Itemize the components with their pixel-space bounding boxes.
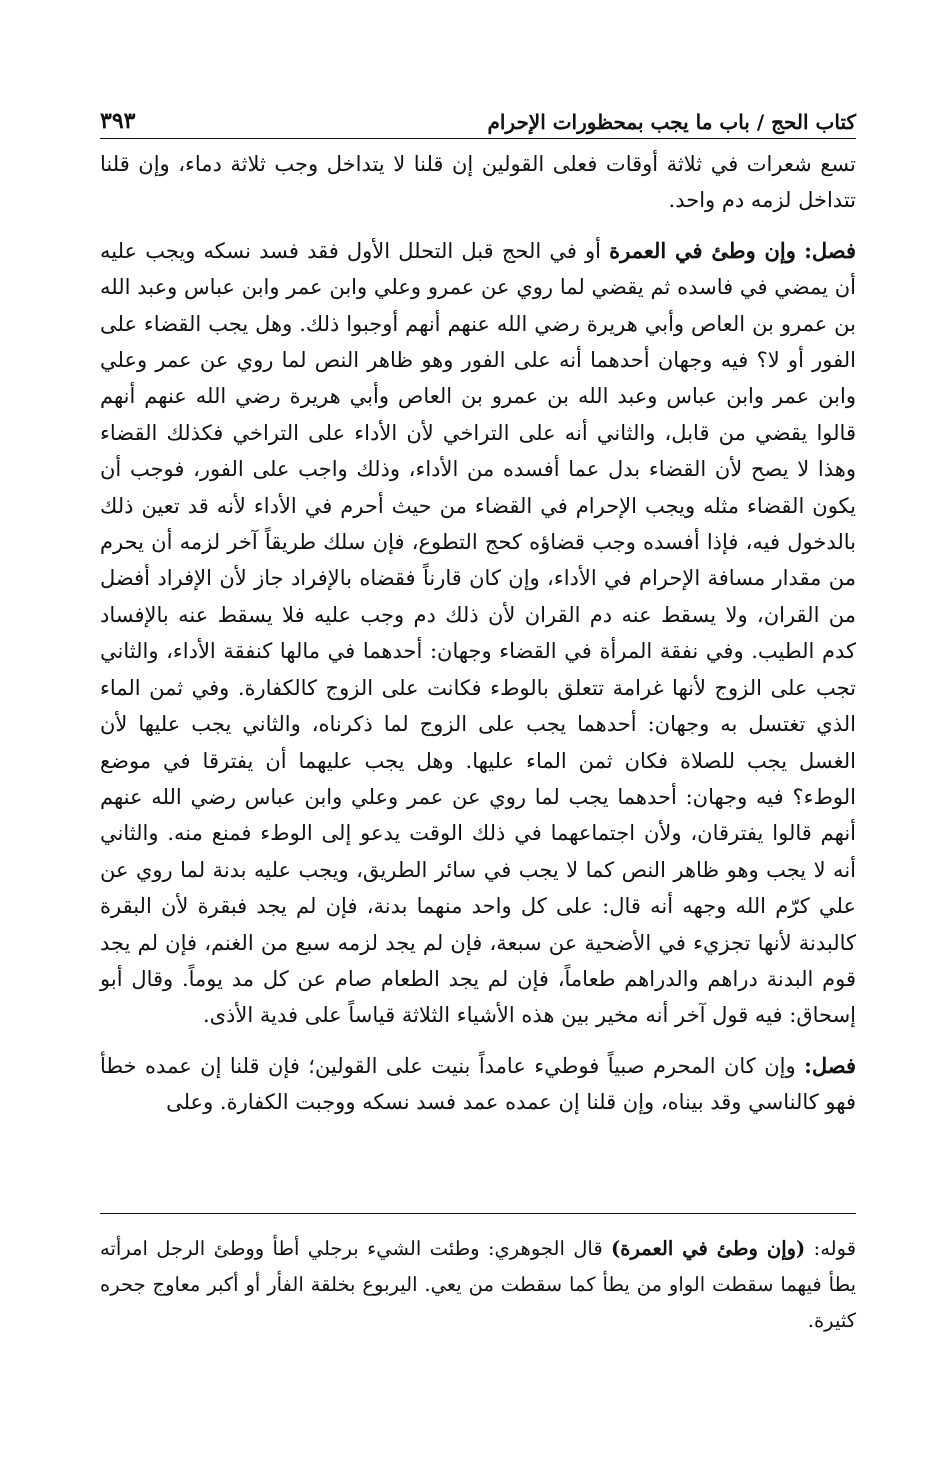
footnote-text: قال الجوهري: وطئت الشيء برجلي أطأ ووطئ الرجل امرأته يطأ فيهما سقطت الواو من يطأ كما سقطت من يعي. اليربوع بخلقة الفأر أو أكبر معاوج جحره كثيرة. bbox=[100, 1237, 856, 1332]
paragraph-3-text: وإن كان المحرم صبياً فوطيء عامداً بنيت على القولين؛ فإن قلنا إن عمده خطأ فهو كالناسي وقد بيناه، وإن قلنا إن عمده عمد فسد نسكه ووجبت الكفارة. وعلى bbox=[100, 1053, 856, 1115]
label-separator: : bbox=[804, 1052, 812, 1078]
bold-lead-phrase: وإن وطئ في العمرة bbox=[609, 237, 796, 263]
paragraph-2-text: أو في الحج قبل التحلل الأول فقد فسد نسكه ويجب عليه أن يمضي في فاسده ثم يقضي لما روي عن عمرو وعلي وابن عمر وابن عباس وعبد الله بن عمرو بن العاص وأبي هريرة رضي الله عنهم أنهم أوجبوا ذلك. وهل يجب القضاء على الفور أو لا؟ فيه وجهان أحدهما أنه على الفور وهو ظاهر النص لما روي عن عمر وعلي وابن عمر وابن عباس وعبد الله بن عمرو بن العاص وأبي هريرة رضي الله عنهم أنهم قالوا يقضي من قابل، والثاني أنه على التراخي لأن الأداء على التراخي فكذلك القضاء وهذا لا يصح لأن القضاء بدل عما أفسده من الأداء، وذلك واجب على الفور، فوجب أن يكون القضاء مثله ويجب الإحرام في القضاء من حيث أحرم في الأداء لأنه قد تعين ذلك بالدخول فيه، فإذا أفسده وجب قضاؤه كحج التطوع، فإن سلك طريقاً آخر لزمه أن يحرم من مقدار مسافة الإحرام في الأداء، وإن كان قارناً فقضاه بالإفراد جاز لأن الإفراد أفضل من القران، ولا يسقط عنه دم القران لأن ذلك دم وجب عليه فلا يسقط عنه بالإفساد كدم الطيب. وفي نفقة المرأة في القضاء وجهان: أحدهما في مالها كنفقة الأداء، والثاني تجب على الزوج لأنها غرامة تتعلق بالوطء فكانت على الزوج كالكفارة. وفي ثمن الماء الذي تغتسل به وجهان: أحدهما يجب على الزوج لما ذكرناه، والثاني يجب عليها لأن الغسل يجب للصلاة فكان ثمن الماء عليها. وهل يجب عليهما أن يفترقا في موضع الوطء؟ فيه وجهان: أحدهما يجب لما روي عن عمر وعلي وابن عباس رضي الله عنهم أنهم قالوا يفترقان، ولأن اجتماعهما في ذلك الوقت يدعو إلى الوطء فمنع منه. والثاني أنه لا يجب وهو ظاهر النص كما لا يجب في سائر الطريق، ويجب عليه بدنة لما روي عن علي كرّم الله وجهه أنه قال: على كل واحد منهما بدنة، فإن لم يجد فبقرة لأن البقرة كالبدنة لأنها تجزيء في الأضحية عن سبعة، فإن لم يجد لزمه سبع من الغنم، فإن لم يجد قوم البدنة دراهم والدراهم طعاماً، فإن لم يجد الطعام صام عن كل مد يوماً. وقال أبو إسحاق: فيه قول آخر أنه مخير بين هذه الأشياء الثلاثة قياساً على فدية الأذى. bbox=[100, 238, 856, 1028]
page-header bbox=[100, 96, 856, 139]
page-number: ٣٩٣ bbox=[100, 108, 136, 134]
paragraph-1: تسع شعرات في ثلاثة أوقات فعلى القولين إن قلنا لا يتداخل وجب ثلاثة دماء، وإن قلنا تتداخل لزمه دم واحد. bbox=[100, 152, 856, 213]
running-head: كتاب الحج / باب ما يجب بمحظورات الإحرام bbox=[487, 110, 856, 134]
footnote-rule bbox=[100, 1213, 856, 1214]
paragraph-3 bbox=[100, 1048, 856, 1121]
label-separator: : bbox=[804, 237, 812, 263]
footnote-lead: قوله: bbox=[813, 1237, 857, 1260]
section-label: فصل bbox=[811, 237, 856, 263]
footnote-quote: (وإن وطئ في العمرة) bbox=[611, 1237, 806, 1260]
section-label: فصل bbox=[811, 1052, 856, 1078]
paragraph-2 bbox=[100, 233, 856, 1034]
footnote bbox=[100, 1231, 856, 1339]
main-text bbox=[100, 146, 856, 1121]
